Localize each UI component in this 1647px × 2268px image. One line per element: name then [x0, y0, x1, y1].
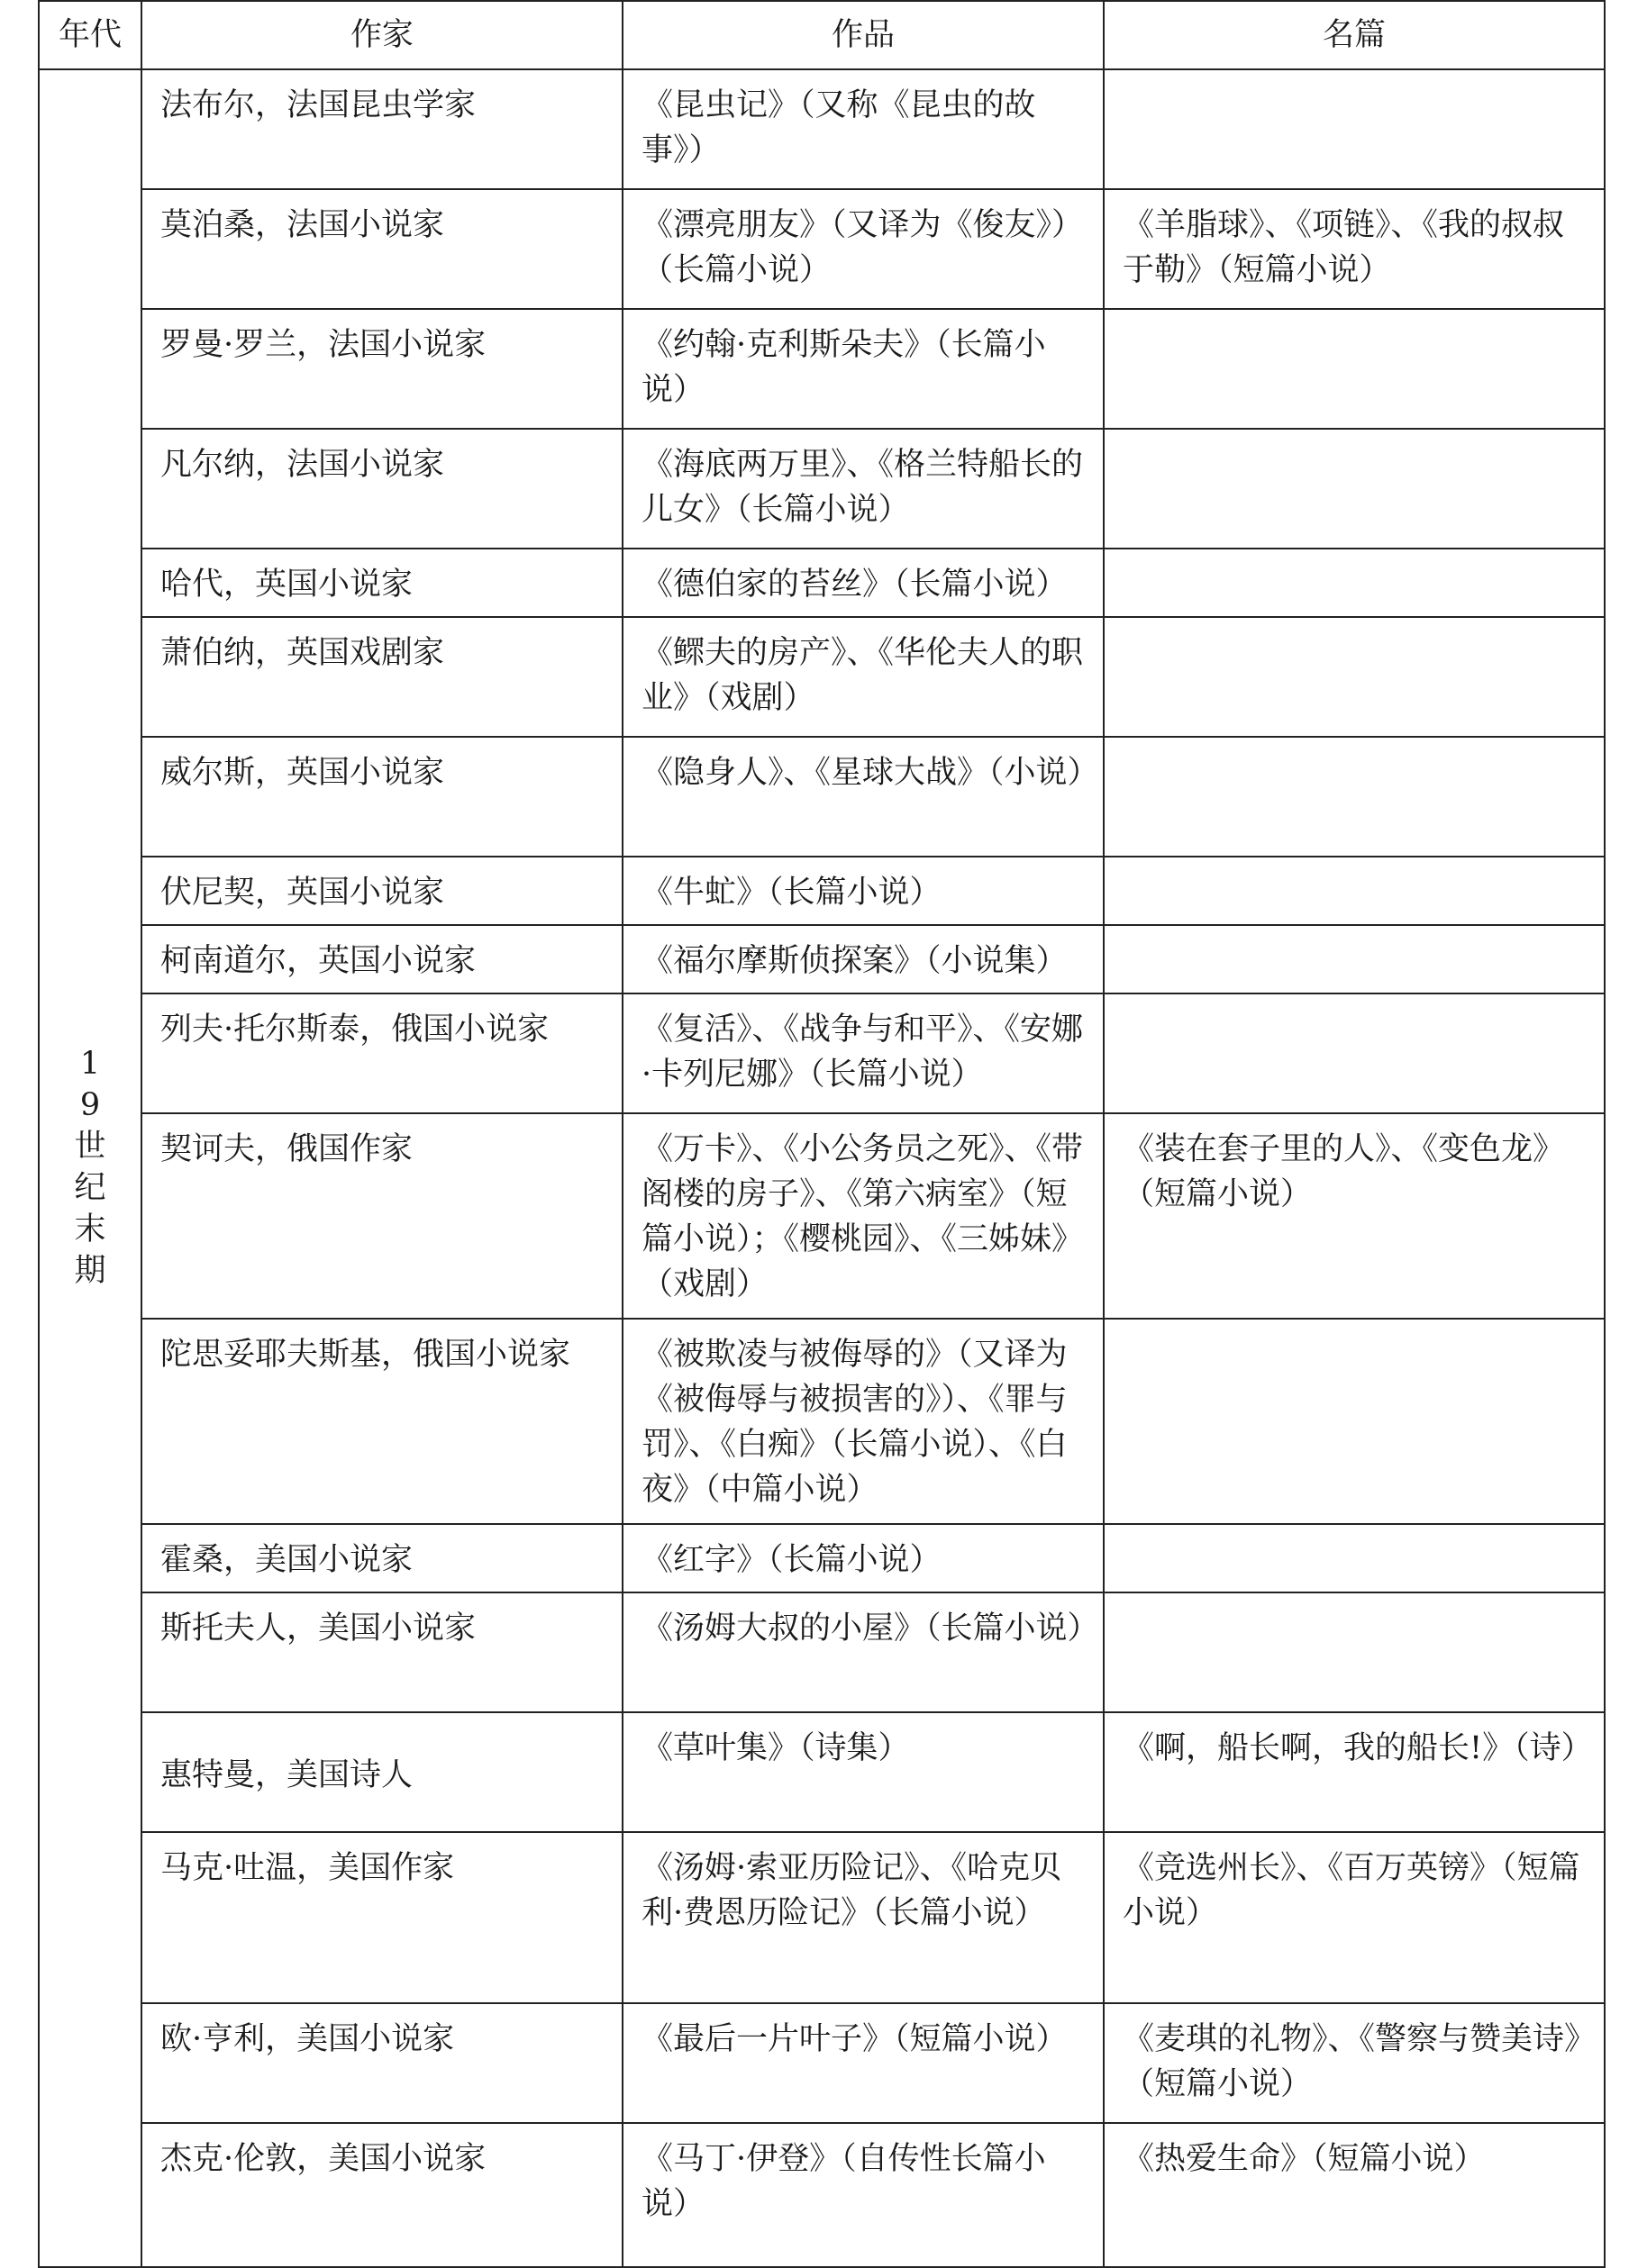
table-row [39, 1319, 1605, 1524]
table-body [39, 69, 1605, 2267]
era-cell [39, 69, 141, 2267]
author-cell: 列夫·托尔斯泰，俄国小说家 [141, 993, 623, 1113]
famous-cell [1104, 309, 1605, 429]
header-era: 年代 [39, 1, 141, 69]
author-cell: 凡尔纳，法国小说家 [141, 429, 623, 549]
author-cell: 伏尼契，英国小说家 [141, 857, 623, 925]
header-row [39, 1, 1605, 69]
works-cell: 《昆虫记》（又称《昆虫的故事》） [623, 69, 1104, 189]
table-row [39, 857, 1605, 925]
famous-cell [1104, 69, 1605, 189]
table-row [39, 1113, 1605, 1319]
works-cell: 《牛虻》（长篇小说） [623, 857, 1104, 925]
table-header [39, 1, 1605, 69]
works-cell: 《德伯家的苔丝》（长篇小说） [623, 549, 1104, 617]
table-row [39, 1524, 1605, 1592]
famous-cell [1104, 549, 1605, 617]
famous-cell [1104, 857, 1605, 925]
header-works: 作品 [623, 1, 1104, 69]
works-cell: 《隐身人》、《星球大战》（小说） [623, 737, 1104, 857]
table-row [39, 1832, 1605, 2003]
table-row [39, 549, 1605, 617]
author-cell: 契诃夫，俄国作家 [141, 1113, 623, 1319]
works-cell: 《复活》、《战争与和平》、《安娜·卡列尼娜》（长篇小说） [623, 993, 1104, 1113]
table-row [39, 1712, 1605, 1832]
author-cell: 斯托夫人，美国小说家 [141, 1592, 623, 1712]
author-cell: 杰克·伦敦，美国小说家 [141, 2123, 623, 2267]
table-row [39, 2123, 1605, 2267]
works-cell: 《海底两万里》、《格兰特船长的儿女》（长篇小说） [623, 429, 1104, 549]
famous-cell: 《羊脂球》、《项链》、《我的叔叔于勒》（短篇小说） [1104, 189, 1605, 309]
works-cell: 《约翰·克利斯朵夫》（长篇小说） [623, 309, 1104, 429]
famous-cell [1104, 1319, 1605, 1524]
table-row [39, 1592, 1605, 1712]
author-cell: 萧伯纳，英国戏剧家 [141, 617, 623, 737]
table-row [39, 925, 1605, 993]
works-cell: 《草叶集》（诗集） [623, 1712, 1104, 1832]
author-cell: 陀思妥耶夫斯基，俄国小说家 [141, 1319, 623, 1524]
header-author: 作家 [141, 1, 623, 69]
table-row [39, 993, 1605, 1113]
author-cell: 法布尔，法国昆虫学家 [141, 69, 623, 189]
author-cell: 莫泊桑，法国小说家 [141, 189, 623, 309]
author-cell: 罗曼·罗兰，法国小说家 [141, 309, 623, 429]
famous-cell [1104, 1592, 1605, 1712]
author-cell: 柯南道尔，英国小说家 [141, 925, 623, 993]
table-row [39, 189, 1605, 309]
famous-cell [1104, 429, 1605, 549]
works-cell: 《汤姆·索亚历险记》、《哈克贝利·费恩历险记》（长篇小说） [623, 1832, 1104, 2003]
famous-cell: 《装在套子里的人》、《变色龙》（短篇小说） [1104, 1113, 1605, 1319]
literature-table [38, 0, 1606, 2268]
works-cell: 《万卡》、《小公务员之死》、《带阁楼的房子》、《第六病室》（短篇小说）；《樱桃园》、《三姊妹》（戏剧） [623, 1113, 1104, 1319]
author-cell: 哈代，英国小说家 [141, 549, 623, 617]
famous-cell: 《热爱生命》（短篇小说） [1104, 2123, 1605, 2267]
famous-cell [1104, 1524, 1605, 1592]
works-cell: 《红字》（长篇小说） [623, 1524, 1104, 1592]
author-cell: 霍桑，美国小说家 [141, 1524, 623, 1592]
table-row [39, 429, 1605, 549]
table-row [39, 617, 1605, 737]
works-cell: 《鳏夫的房产》、《华伦夫人的职业》（戏剧） [623, 617, 1104, 737]
works-cell: 《福尔摩斯侦探案》（小说集） [623, 925, 1104, 993]
works-cell: 《马丁·伊登》（自传性长篇小说） [623, 2123, 1104, 2267]
works-cell: 《最后一片叶子》（短篇小说） [623, 2003, 1104, 2123]
famous-cell [1104, 737, 1605, 857]
header-famous: 名篇 [1104, 1, 1605, 69]
author-cell: 马克·吐温，美国作家 [141, 1832, 623, 2003]
table-row [39, 69, 1605, 189]
table-row [39, 737, 1605, 857]
famous-cell [1104, 617, 1605, 737]
famous-cell [1104, 993, 1605, 1113]
works-cell: 《漂亮朋友》（又译为《俊友》）（长篇小说） [623, 189, 1104, 309]
famous-cell: 《竞选州长》、《百万英镑》（短篇小说） [1104, 1832, 1605, 2003]
era-label: 19世纪末期 [74, 1046, 106, 1289]
table-row [39, 2003, 1605, 2123]
works-cell: 《汤姆大叔的小屋》（长篇小说） [623, 1592, 1104, 1712]
author-cell: 惠特曼，美国诗人 [141, 1712, 623, 1832]
author-cell: 威尔斯，英国小说家 [141, 737, 623, 857]
famous-cell: 《麦琪的礼物》、《警察与赞美诗》（短篇小说） [1104, 2003, 1605, 2123]
famous-cell: 《啊，船长啊，我的船长!》（诗） [1104, 1712, 1605, 1832]
works-cell: 《被欺凌与被侮辱的》（又译为《被侮辱与被损害的》）、《罪与罚》、《白痴》（长篇小说）、《白夜》（中篇小说） [623, 1319, 1104, 1524]
famous-cell [1104, 925, 1605, 993]
author-cell: 欧·亨利，美国小说家 [141, 2003, 623, 2123]
table-row [39, 309, 1605, 429]
